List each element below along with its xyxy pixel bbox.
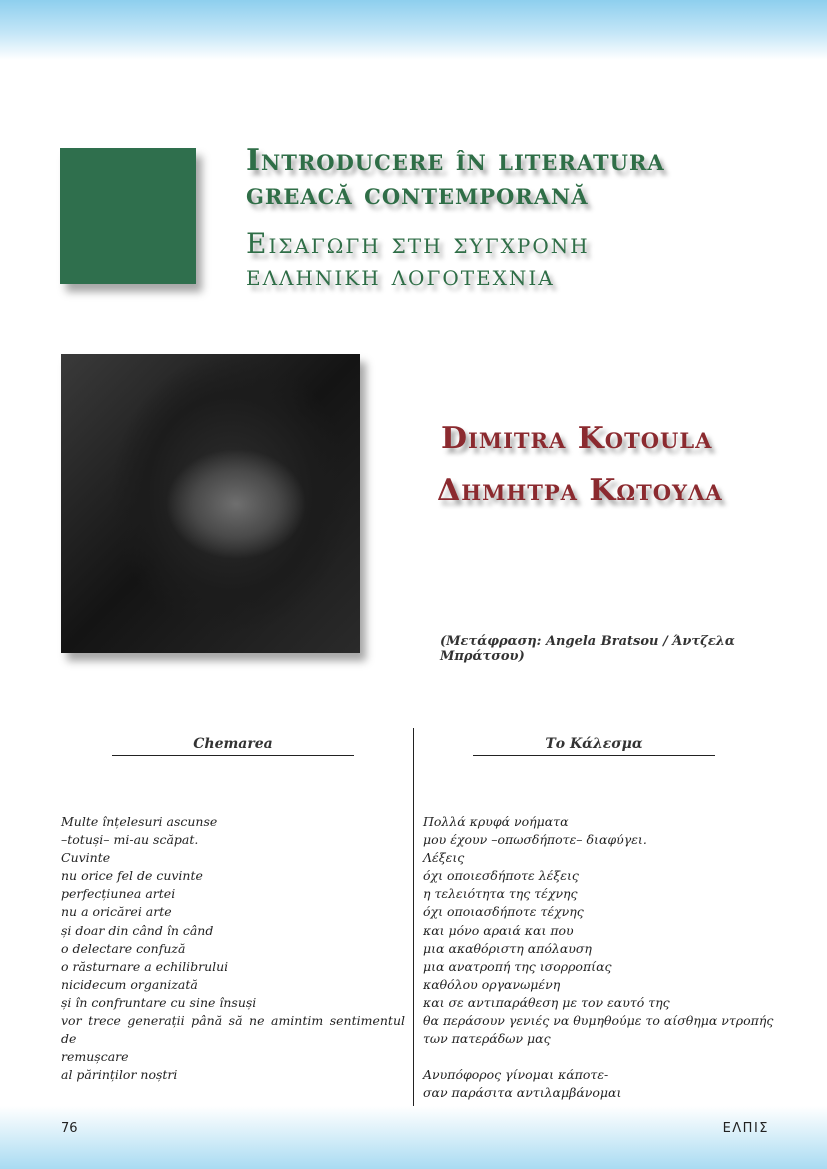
- poem-line: perfecțiunea artei: [61, 886, 176, 902]
- stanza-break: [61, 1084, 405, 1102]
- poem-line: nu a oricărei arte: [61, 904, 172, 920]
- poem-line: Cuvinte: [61, 850, 111, 866]
- decorative-green-square: [60, 148, 196, 284]
- page-number: 76: [61, 1121, 78, 1136]
- poem-line: θα περάσουν γενιές να θυμηθούμε το αίσθημα ντροπής: [423, 1013, 774, 1029]
- poem-line: Ανυπόφορος γίνομαι κάποτε-: [423, 1067, 609, 1083]
- poem-romanian: [61, 813, 405, 1121]
- bottom-gradient-band: [0, 1106, 827, 1169]
- poem-line: καθόλου οργανωμένη: [423, 976, 561, 992]
- poem-title-romanian: Chemarea: [112, 736, 354, 756]
- poem-line: o delectare confuză: [61, 940, 186, 956]
- title-greek-line1: Εισαγωγη στη συγχρονη: [246, 227, 590, 260]
- title-greek-line2: ελληνικη λογοτεχνια: [246, 259, 555, 292]
- title-romanian-line2: greacă contemporană: [246, 177, 589, 212]
- column-divider: [413, 728, 414, 1110]
- poem-line: nicidecum organizată: [61, 976, 198, 992]
- poem-line: Πολλά κρυφά νοήματα: [423, 814, 569, 829]
- poem-line: nu orice fel de cuvinte: [61, 868, 203, 884]
- poem-greek: [423, 813, 783, 1102]
- stanza-break: [423, 1048, 783, 1066]
- poem-line: și doar din când în când: [61, 922, 214, 938]
- author-photo: [61, 354, 360, 653]
- title-romanian-line1: Introducere în literatura: [246, 143, 665, 178]
- poem-line: μου έχουν –οπωσδήποτε– διαφύγει.: [423, 832, 647, 848]
- poem-title-greek: Το Κάλεσμα: [473, 736, 715, 756]
- journal-name: ΕΛΠΙΣ: [722, 1121, 769, 1136]
- poem-line: remușcare: [61, 1049, 129, 1065]
- poem-line: μια ακαθόριστη απόλαυση: [423, 940, 592, 956]
- poem-line: των πατεράδων μας: [423, 1031, 551, 1047]
- translation-credit: (Μετάφραση: Angela Bratsou / Άντζελα Μπράτσου): [440, 634, 735, 664]
- poem-line: όχι οποιεσδήποτε λέξεις: [423, 868, 579, 884]
- poem-line: όχι οποιασδήποτε τέχνης: [423, 904, 584, 920]
- poem-line: –totuși– mi-au scăpat.: [61, 832, 199, 848]
- poem-line: και σε αντιπαράθεση με τον εαυτό της: [423, 994, 670, 1010]
- poem-line: Multe înțelesuri ascunse: [61, 814, 218, 829]
- top-gradient-band: [0, 0, 827, 60]
- poem-line: al părinților noștri: [61, 1067, 178, 1083]
- poem-line: Λέξεις: [423, 850, 465, 866]
- poem-line: μια ανατροπή της ισορροπίας: [423, 958, 612, 974]
- poem-line: vor trece generații până să ne amintim sentimentul de: [61, 1013, 405, 1047]
- poem-line: η τελειότητα της τέχνης: [423, 886, 578, 902]
- poem-line: και μόνο αραιά και που: [423, 922, 574, 938]
- author-name-greek: Δημητρα Κωτουλα: [437, 473, 723, 508]
- author-name-latin: Dimitra Kotoula: [441, 421, 713, 456]
- poem-line: o răsturnare a echilibrului: [61, 958, 229, 974]
- poem-line: σαν παράσιτα αντιλαμβάνομαι: [423, 1085, 622, 1101]
- poem-line: și în confruntare cu sine însuși: [61, 994, 257, 1010]
